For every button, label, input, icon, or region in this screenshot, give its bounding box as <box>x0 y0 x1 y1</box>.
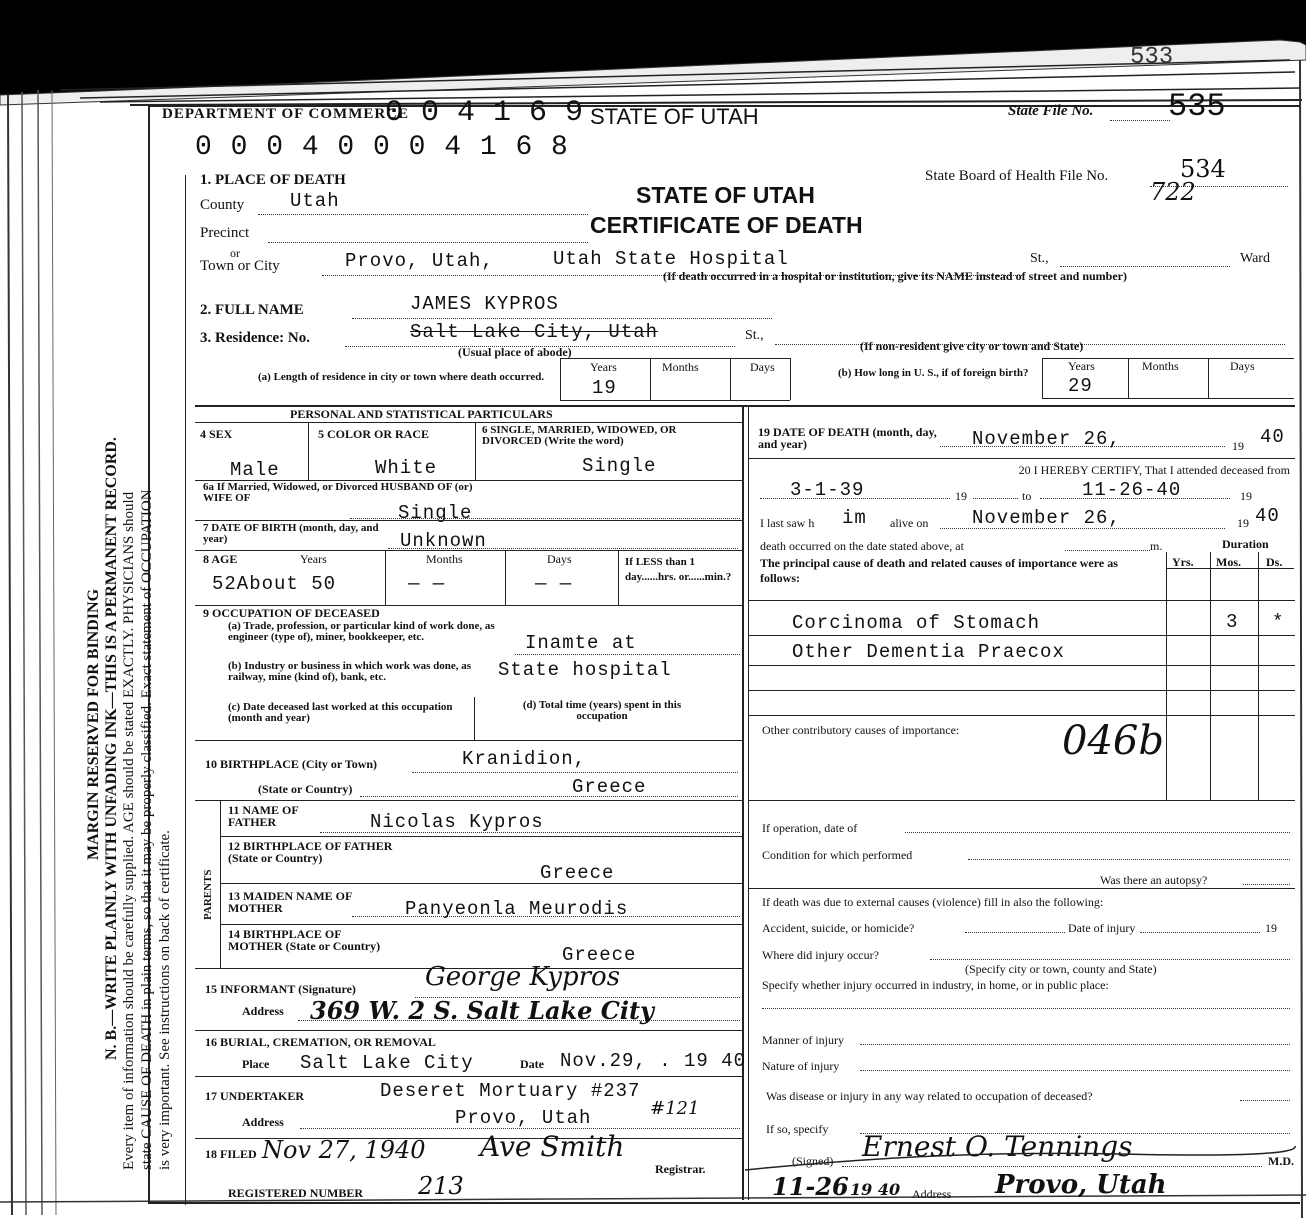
condition-label: Condition for which performed <box>762 848 913 862</box>
father-birthplace-value: Greece <box>540 862 615 884</box>
cause-1: Corcinoma of Stomach <box>792 612 1041 634</box>
signed-year: 19 40 <box>850 1180 901 1199</box>
length-years-header: Years <box>590 360 617 374</box>
birthplace-city-value: Kranidion, <box>462 748 587 770</box>
signed-label: (Signed) <box>792 1154 834 1168</box>
father-birthplace-label: 12 BIRTHPLACE OF FATHER (State or Country) <box>228 839 393 865</box>
mother-name-value: Panyeonla Meurodis <box>405 898 629 920</box>
cause-1-days: * <box>1272 611 1285 633</box>
color-label: 5 COLOR OR RACE <box>318 427 430 441</box>
attended-from-year-label: 19 <box>955 489 967 503</box>
registered-number: 213 <box>418 1172 464 1200</box>
town-label: Town or City <box>200 258 280 274</box>
occupation-b-value: State hospital <box>498 659 672 681</box>
board-file-number-2: 722 <box>1150 178 1196 206</box>
length-years-value: 19 <box>592 377 617 399</box>
occupation-c-label: (c) Date deceased last worked at this occupation (month and year) <box>228 701 453 724</box>
father-name-label: 11 NAME OF FATHER <box>228 803 299 829</box>
burial-place-label: Place <box>242 1057 270 1071</box>
attended-to-label: to <box>1022 489 1032 503</box>
town-value: Provo, Utah, <box>345 250 494 272</box>
occupation-b-label: (b) Industry or business in which work was done, as railway, mine (kind of), bank, etc. <box>228 660 472 683</box>
informant-signature: George Kypros <box>425 962 621 992</box>
burial-date-label: Date <box>520 1057 544 1071</box>
margin-instructions-1: Every item of information should be carefully supplied. AGE should be stated EXACTLY. PHYSICIANS should <box>121 491 137 1170</box>
physician-address-label: Address <box>912 1187 952 1201</box>
last-saw-year: 40 <box>1255 505 1280 527</box>
age-days-value: — — <box>535 573 573 595</box>
duration-label: Duration <box>1222 537 1269 551</box>
dob-label: 7 DATE OF BIRTH (month, day, and year) <box>203 522 379 545</box>
alive-on-label: alive on <box>890 516 929 530</box>
mother-birthplace-value: Greece <box>562 944 637 966</box>
attended-to-value: 11-26-40 <box>1082 479 1182 501</box>
external-causes-label: If death was due to external causes (violence) fill in also the following: <box>762 895 1104 909</box>
sex-value: Male <box>230 459 280 481</box>
manner-injury-label: Manner of injury <box>762 1033 844 1047</box>
burial-label: 16 BURIAL, CREMATION, OR REMOVAL <box>205 1035 436 1049</box>
age-value: 52About 50 <box>212 573 337 595</box>
last-saw-year-prefix: 19 <box>1237 516 1249 530</box>
residence-label: 3. Residence: No. <box>200 330 310 346</box>
marital-value: Single <box>582 455 657 477</box>
filed-label: 18 FILED <box>205 1147 257 1161</box>
informant-address-label: Address <box>242 1004 284 1018</box>
accident-label: Accident, suicide, or homicide? <box>762 921 915 935</box>
death-occurred-label: death occurred on the date stated above, at <box>760 539 964 553</box>
birthplace-state-label: (State or Country) <box>258 782 353 796</box>
age-days-header: Days <box>547 552 572 566</box>
stamp-number: 0 0 4 1 6 9 <box>385 96 584 130</box>
signed-date: 11-26 <box>772 1172 849 1201</box>
sex-label: 4 SEX <box>200 427 233 441</box>
death-occurred-m-label: m. <box>1150 539 1163 553</box>
parents-side-label: PARENTS <box>202 869 214 920</box>
injury-year-label: 19 <box>1265 921 1277 935</box>
certificate-title-state: STATE OF UTAH <box>636 182 815 208</box>
state-stamp: STATE OF UTAH <box>590 104 759 129</box>
duration-mos-label: Mos. <box>1216 555 1241 569</box>
cause-code: 046b <box>1062 718 1164 764</box>
foreign-days-header: Days <box>1230 359 1255 373</box>
less-than-day-label: If LESS than 1 day......hrs. or......min.? <box>625 556 732 583</box>
place-of-death-label: 1. PLACE OF DEATH <box>200 172 346 188</box>
marital-label: 6 SINGLE, MARRIED, WIDOWED, OR DIVORCED (Write the word) <box>482 424 677 447</box>
duration-ds-label: Ds. <box>1266 555 1283 569</box>
where-injury-label: Where did injury occur? <box>762 948 879 962</box>
physician-address: Provo, Utah <box>995 1170 1167 1200</box>
spouse-label: 6a If Married, Widowed, or Divorced HUSBAND OF (or) WIFE OF <box>203 481 473 504</box>
hospital-note: (If death occurred in a hospital or institution, give its NAME instead of street and number) <box>663 269 1128 283</box>
md-label: M.D. <box>1268 1154 1294 1168</box>
registrar-signature: Ave Smith <box>480 1130 625 1163</box>
physician-signature: Ernest O. Tennings <box>862 1130 1133 1163</box>
death-year-value: 40 <box>1260 426 1285 448</box>
attended-from-value: 3-1-39 <box>790 479 865 501</box>
full-name-label: 2. FULL NAME <box>200 302 304 318</box>
full-name-value: JAMES KYPROS <box>410 293 559 315</box>
father-name-value: Nicolas Kypros <box>370 811 544 833</box>
length-days-header: Days <box>750 360 775 374</box>
county-label: County <box>200 197 245 213</box>
state-file-label: State File No. <box>1008 103 1094 119</box>
county-value: Utah <box>290 190 340 212</box>
foreign-years-header: Years <box>1068 359 1095 373</box>
specify-place-label: Specify whether injury occurred in industry, in home, or in public place: <box>762 978 1109 992</box>
margin-permanent-record: N. B.—WRITE PLAINLY WITH UNFADING INK—THIS IS A PERMANENT RECORD. <box>103 437 120 1060</box>
occupation-d-label: (d) Total time (years) spent in this occupation <box>522 699 682 722</box>
date-of-death-label: 19 DATE OF DEATH (month, day, and year) <box>758 425 937 451</box>
injury-date-label: Date of injury <box>1068 921 1136 935</box>
precinct-label: Precinct <box>200 225 250 241</box>
certificate-title: CERTIFICATE OF DEATH <box>590 212 863 238</box>
where-injury-note: (Specify city or town, county and State) <box>965 962 1157 976</box>
undertaker-address-value: Provo, Utah <box>455 1107 592 1129</box>
autopsy-label: Was there an autopsy? <box>1100 873 1208 887</box>
last-saw-label: I last saw h <box>760 516 815 530</box>
mother-name-label: 13 MAIDEN NAME OF MOTHER <box>228 889 352 915</box>
if-so-specify-label: If so, specify <box>766 1122 829 1136</box>
residence-value: Salt Lake City, Utah <box>410 321 659 343</box>
filed-date: Nov 27, 1940 <box>262 1136 426 1164</box>
age-months-value: — — <box>408 573 446 595</box>
birthplace-label: 10 BIRTHPLACE (City or Town) <box>205 757 378 771</box>
registered-number-label: REGISTERED NUMBER <box>228 1186 364 1200</box>
residence-street-label: St., <box>745 328 764 343</box>
nonresident-note: (If non-resident give city or town and State) <box>860 339 1084 353</box>
age-months-header: Months <box>426 552 463 566</box>
informant-label: 15 INFORMANT (Signature) <box>205 982 356 996</box>
death-year-prefix: 19 <box>1232 439 1244 453</box>
occupation-a-value: Inamte at <box>525 632 637 654</box>
dob-value: Unknown <box>400 530 487 552</box>
length-months-header: Months <box>662 360 699 374</box>
back-page-number: 533 <box>1130 44 1174 71</box>
state-file-number: 535 <box>1168 88 1226 125</box>
undertaker-extra: #121 <box>650 1098 700 1119</box>
undertaker-address-label: Address <box>242 1115 284 1129</box>
duration-yrs-label: Yrs. <box>1172 555 1194 569</box>
undertaker-label: 17 UNDERTAKER <box>205 1089 305 1103</box>
foreign-birth-label: (b) How long in U. S., if of foreign birth? <box>838 367 1029 379</box>
operation-label: If operation, date of <box>762 821 858 835</box>
contributory-causes-label: Other contributory causes of importance: <box>762 723 960 737</box>
cause-1-months: 3 <box>1226 611 1239 633</box>
last-saw-date: November 26, <box>972 507 1121 529</box>
last-saw-pronoun: im <box>842 507 867 529</box>
burial-date-value: Nov.29, . 19 40 <box>560 1050 747 1072</box>
personal-section-title: PERSONAL AND STATISTICAL PARTICULARS <box>290 407 553 421</box>
cause-2: Other Dementia Praecox <box>792 641 1065 663</box>
signature-stroke <box>740 1140 1300 1180</box>
informant-address: 369 W. 2 S. Salt Lake City <box>310 996 654 1025</box>
foreign-months-header: Months <box>1142 359 1179 373</box>
age-label: 8 AGE <box>203 552 238 566</box>
second-stamp: 0 0 0 4 0 0 0 4 1 6 8 <box>195 132 569 163</box>
age-years-header: Years <box>300 552 327 566</box>
attended-to-year-label: 19 <box>1240 489 1252 503</box>
foreign-years-value: 29 <box>1068 375 1093 397</box>
principal-cause-label: The principal cause of death and related causes of importance were as follows: <box>760 556 1118 585</box>
mother-birthplace-label: 14 BIRTHPLACE OF MOTHER (State or Country) <box>228 927 381 953</box>
or-label: or <box>230 246 240 260</box>
board-file-label: State Board of Health File No. <box>925 168 1109 184</box>
institution-value: Utah State Hospital <box>553 248 789 270</box>
street-label: St., <box>1030 251 1049 266</box>
occupation-a-label: (a) Trade, profession, or particular kind of work done, as engineer (type of), miner, bookkeeper, etc. <box>228 620 495 643</box>
margin-binding: MARGIN RESERVED FOR BINDING <box>85 588 102 860</box>
spouse-value: Single <box>398 502 473 524</box>
color-value: White <box>375 457 438 479</box>
ward-label: Ward <box>1240 251 1270 266</box>
board-file-number: 534 <box>1180 155 1226 183</box>
abode-note: (Usual place of abode) <box>458 345 572 359</box>
department-label: DEPARTMENT OF COMMERCE <box>162 106 410 122</box>
undertaker-value: Deseret Mortuary #237 <box>380 1080 641 1102</box>
burial-place-value: Salt Lake City <box>300 1052 474 1074</box>
margin-instructions-3: is very important. See instructions on back of certificate. <box>157 830 173 1170</box>
certify-label: 20 I HEREBY CERTIFY, That I attended deceased from <box>1018 463 1290 477</box>
registrar-label: Registrar. <box>655 1162 706 1176</box>
birthplace-country-value: Greece <box>572 776 647 798</box>
occupation-label: 9 OCCUPATION OF DECEASED <box>203 606 380 620</box>
length-residence-label: (a) Length of residence in city or town where death occurred. <box>258 371 545 383</box>
date-of-death-value: November 26, <box>972 428 1121 450</box>
margin-instructions-2: state CAUSE OF DEATH in plain terms, so that it may be properly classified. Exact statement of OCCUPATION <box>139 489 155 1170</box>
nature-injury-label: Nature of injury <box>762 1059 840 1073</box>
occupational-relation-label: Was disease or injury in any way related to occupation of deceased? <box>766 1089 1093 1103</box>
